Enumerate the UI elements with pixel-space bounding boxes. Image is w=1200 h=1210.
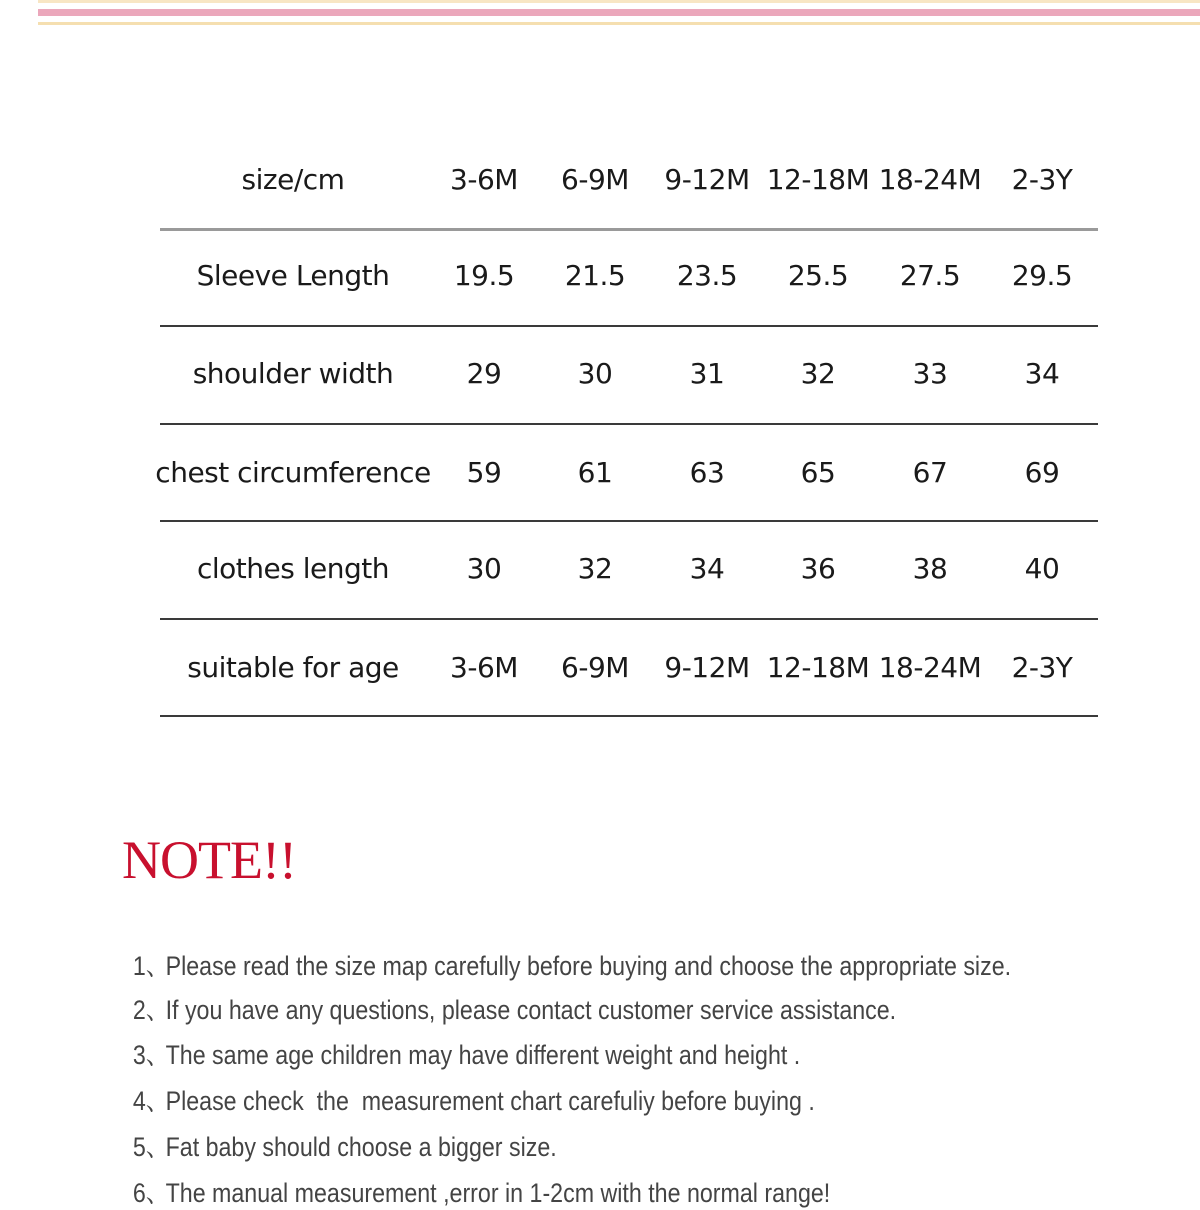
note-text: If you have any questions, please contact customer service assistance. bbox=[165, 995, 897, 1025]
note-item bbox=[120, 1096, 557, 1162]
row-label: chest circumference bbox=[155, 456, 431, 489]
row-value: 69 bbox=[1024, 456, 1060, 489]
header-col: 2-3Y bbox=[1011, 163, 1073, 196]
row-value: 6-9M bbox=[561, 651, 629, 684]
row-divider bbox=[160, 618, 1098, 620]
row-value: 40 bbox=[1024, 552, 1060, 585]
row-value: 30 bbox=[577, 357, 613, 390]
row-divider bbox=[160, 325, 1098, 327]
table-bottom-divider bbox=[160, 715, 1098, 717]
note-number: 3、 bbox=[132, 1040, 170, 1070]
note-number: 2、 bbox=[132, 995, 170, 1025]
note-item bbox=[120, 1004, 801, 1070]
note-number: 1、 bbox=[132, 951, 170, 981]
row-value: 21.5 bbox=[564, 259, 626, 292]
note-text: The manual measurement ,error in 1-2cm with the normal range! bbox=[165, 1178, 831, 1208]
note-number: 5、 bbox=[132, 1132, 170, 1162]
row-label: shoulder width bbox=[192, 357, 394, 390]
note-text: Please read the size map carefully before buying and choose the appropriate size. bbox=[165, 951, 1012, 981]
header-col: 12-18M bbox=[766, 163, 870, 196]
row-label: suitable for age bbox=[187, 651, 399, 684]
note-title: NOTE!! bbox=[122, 830, 296, 890]
note-item bbox=[120, 959, 897, 1025]
row-value: 23.5 bbox=[676, 259, 738, 292]
table-row bbox=[160, 539, 1098, 599]
row-value: 61 bbox=[577, 456, 613, 489]
header-col: 18-24M bbox=[878, 163, 982, 196]
row-value: 29.5 bbox=[1011, 259, 1073, 292]
row-value: 25.5 bbox=[787, 259, 849, 292]
row-value: 65 bbox=[800, 456, 836, 489]
row-value: 38 bbox=[912, 552, 948, 585]
header-col: 9-12M bbox=[664, 163, 750, 196]
row-value: 34 bbox=[1024, 357, 1060, 390]
note-text: Fat baby should choose a bigger size. bbox=[165, 1132, 557, 1162]
row-value: 27.5 bbox=[899, 259, 961, 292]
header-col: 3-6M bbox=[450, 163, 518, 196]
table-row bbox=[160, 246, 1098, 306]
decorative-stripe-pink bbox=[38, 9, 1200, 16]
note-text: The same age children may have different weight and height . bbox=[165, 1040, 801, 1070]
row-value: 34 bbox=[689, 552, 725, 585]
row-value: 32 bbox=[800, 357, 836, 390]
row-value: 67 bbox=[912, 456, 948, 489]
row-value: 59 bbox=[466, 456, 502, 489]
row-value: 30 bbox=[466, 552, 502, 585]
row-value: 18-24M bbox=[878, 651, 982, 684]
table-row bbox=[160, 638, 1098, 698]
note-item bbox=[120, 1142, 831, 1208]
row-value: 63 bbox=[689, 456, 725, 489]
row-value: 36 bbox=[800, 552, 836, 585]
header-col: 6-9M bbox=[561, 163, 629, 196]
note-item bbox=[120, 1050, 815, 1116]
note-number: 4、 bbox=[132, 1086, 170, 1116]
row-value: 2-3Y bbox=[1011, 651, 1073, 684]
note-number: 6、 bbox=[132, 1178, 170, 1208]
decorative-stripe-top bbox=[38, 0, 1200, 3]
header-label: size/cm bbox=[241, 163, 345, 196]
table-row bbox=[155, 443, 1098, 503]
row-divider bbox=[160, 520, 1098, 522]
row-value: 29 bbox=[466, 357, 502, 390]
row-divider bbox=[160, 423, 1098, 425]
row-value: 19.5 bbox=[453, 259, 515, 292]
row-value: 9-12M bbox=[664, 651, 750, 684]
table-header-row bbox=[160, 150, 1098, 210]
note-item bbox=[120, 915, 1012, 981]
row-value: 33 bbox=[912, 357, 948, 390]
row-value: 32 bbox=[577, 552, 613, 585]
decorative-stripe-bottom bbox=[38, 22, 1200, 25]
row-label: Sleeve Length bbox=[196, 259, 390, 292]
note-text: Please check the measurement chart carefuliy before buying . bbox=[165, 1086, 815, 1116]
row-value: 31 bbox=[689, 357, 725, 390]
row-label: clothes length bbox=[197, 552, 389, 585]
table-row bbox=[160, 344, 1098, 404]
header-divider bbox=[160, 228, 1098, 231]
row-value: 12-18M bbox=[766, 651, 870, 684]
row-value: 3-6M bbox=[450, 651, 518, 684]
